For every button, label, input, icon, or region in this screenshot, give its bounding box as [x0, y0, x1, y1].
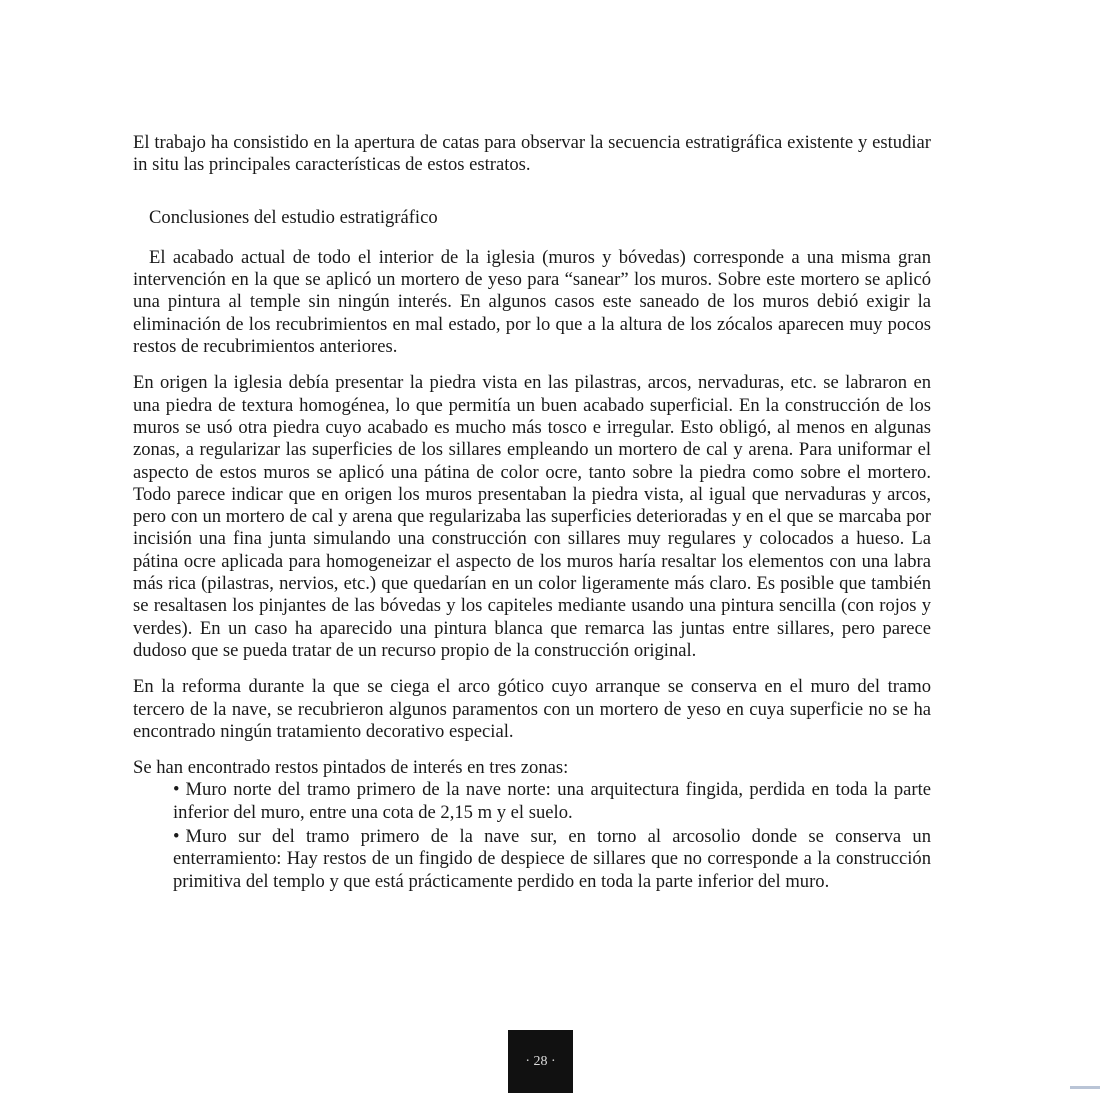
list-item [173, 826, 931, 893]
intro-paragraph: El trabajo ha consistido en la apertura de catas para observar la secuencia estratigráfica existente y estudiar in situ las principales características de estos estratos. [133, 132, 931, 176]
paragraph-origin: En origen la iglesia debía presentar la piedra vista en las pilastras, arcos, nervaduras, etc. se labraron en una piedra de textura homogénea, lo que permitía un buen acabado superficial. En la construcción de los muros se usó otra piedra cuyo acabado es mucho más tosco e irregular. Esto obligó, al menos en algunas zonas, a regularizar las superficies de los sillares empleando un mortero de cal y arena. Para uniformar el aspecto de estos muros se aplicó una pátina de color ocre, tanto sobre la piedra como sobre el mortero. Todo parece indicar que en origen los muros presentaban la piedra vista, al igual que nervaduras y arcos, pero con un mortero de cal y arena que regularizaba las superficies deterioradas y en el que se marcaba por incisión una fina junta simulando una construcción con sillares muy regulares y colocados a hueso. La pátina ocre aplicada para homogeneizar el aspecto de los muros haría resaltar los elementos con una labra más rica (pilastras, nervios, etc.) que quedarían en un color ligeramente más claro. Es posible que también se resaltasen los pinjantes de las bóvedas y los capiteles mediante usando una pintura sencilla (con rojos y verdes). En un caso ha aparecido una pintura blanca que remarca las juntas entre sillares, pero parece dudoso que se pueda tratar de un recurso propio de la construcción original. [133, 372, 931, 661]
section-heading: Conclusiones del estudio estratigráfico [149, 206, 438, 228]
paragraph-current-finish: El acabado actual de todo el interior de la iglesia (muros y bóvedas) corresponde a una misma gran intervención en la que se aplicó un mortero de yeso para “sanear” los muros. Sobre este mortero se aplicó una pintura al temple sin ningún interés. En algunos casos este saneado de los muros debió exigir la eliminación de los recubrimientos en mal estado, por lo que a la altura de los zócalos aparecen muy pocos restos de recubrimientos anteriores. [133, 246, 931, 358]
list-item-text: Muro sur del tramo primero de la nave sur, en torno al arcosolio donde se conserva un enterramiento: Hay restos de un fingido de despiece de sillares que no corresponde a la construcción primitiva del templo y que está prácticamente perdido en toda la parte inferior del muro. [173, 826, 931, 892]
edge-mark [1070, 1086, 1100, 1089]
page-number: · 28 · [525, 1053, 556, 1069]
list-item [173, 779, 931, 824]
bullet-icon: • [173, 826, 180, 848]
page-number-tab [508, 1030, 573, 1093]
paragraph-reform: En la reforma durante la que se ciega el arco gótico cuyo arranque se conserva en el muro del tramo tercero de la nave, se recubrieron algunos paramentos con un mortero de yeso en cuya superficie no se ha encontrado ningún tratamiento decorativo especial. [133, 676, 931, 742]
bullet-icon: • [173, 779, 180, 801]
paragraph-painted-remains: Se han encontrado restos pintados de interés en tres zonas: [133, 757, 569, 779]
list-item-text: Muro norte del tramo primero de la nave norte: una arquitectura fingida, perdida en toda la parte inferior del muro, entre una cota de 2,15 m y el suelo. [173, 779, 931, 823]
page-body [133, 132, 931, 895]
painted-zones-list [133, 779, 931, 892]
